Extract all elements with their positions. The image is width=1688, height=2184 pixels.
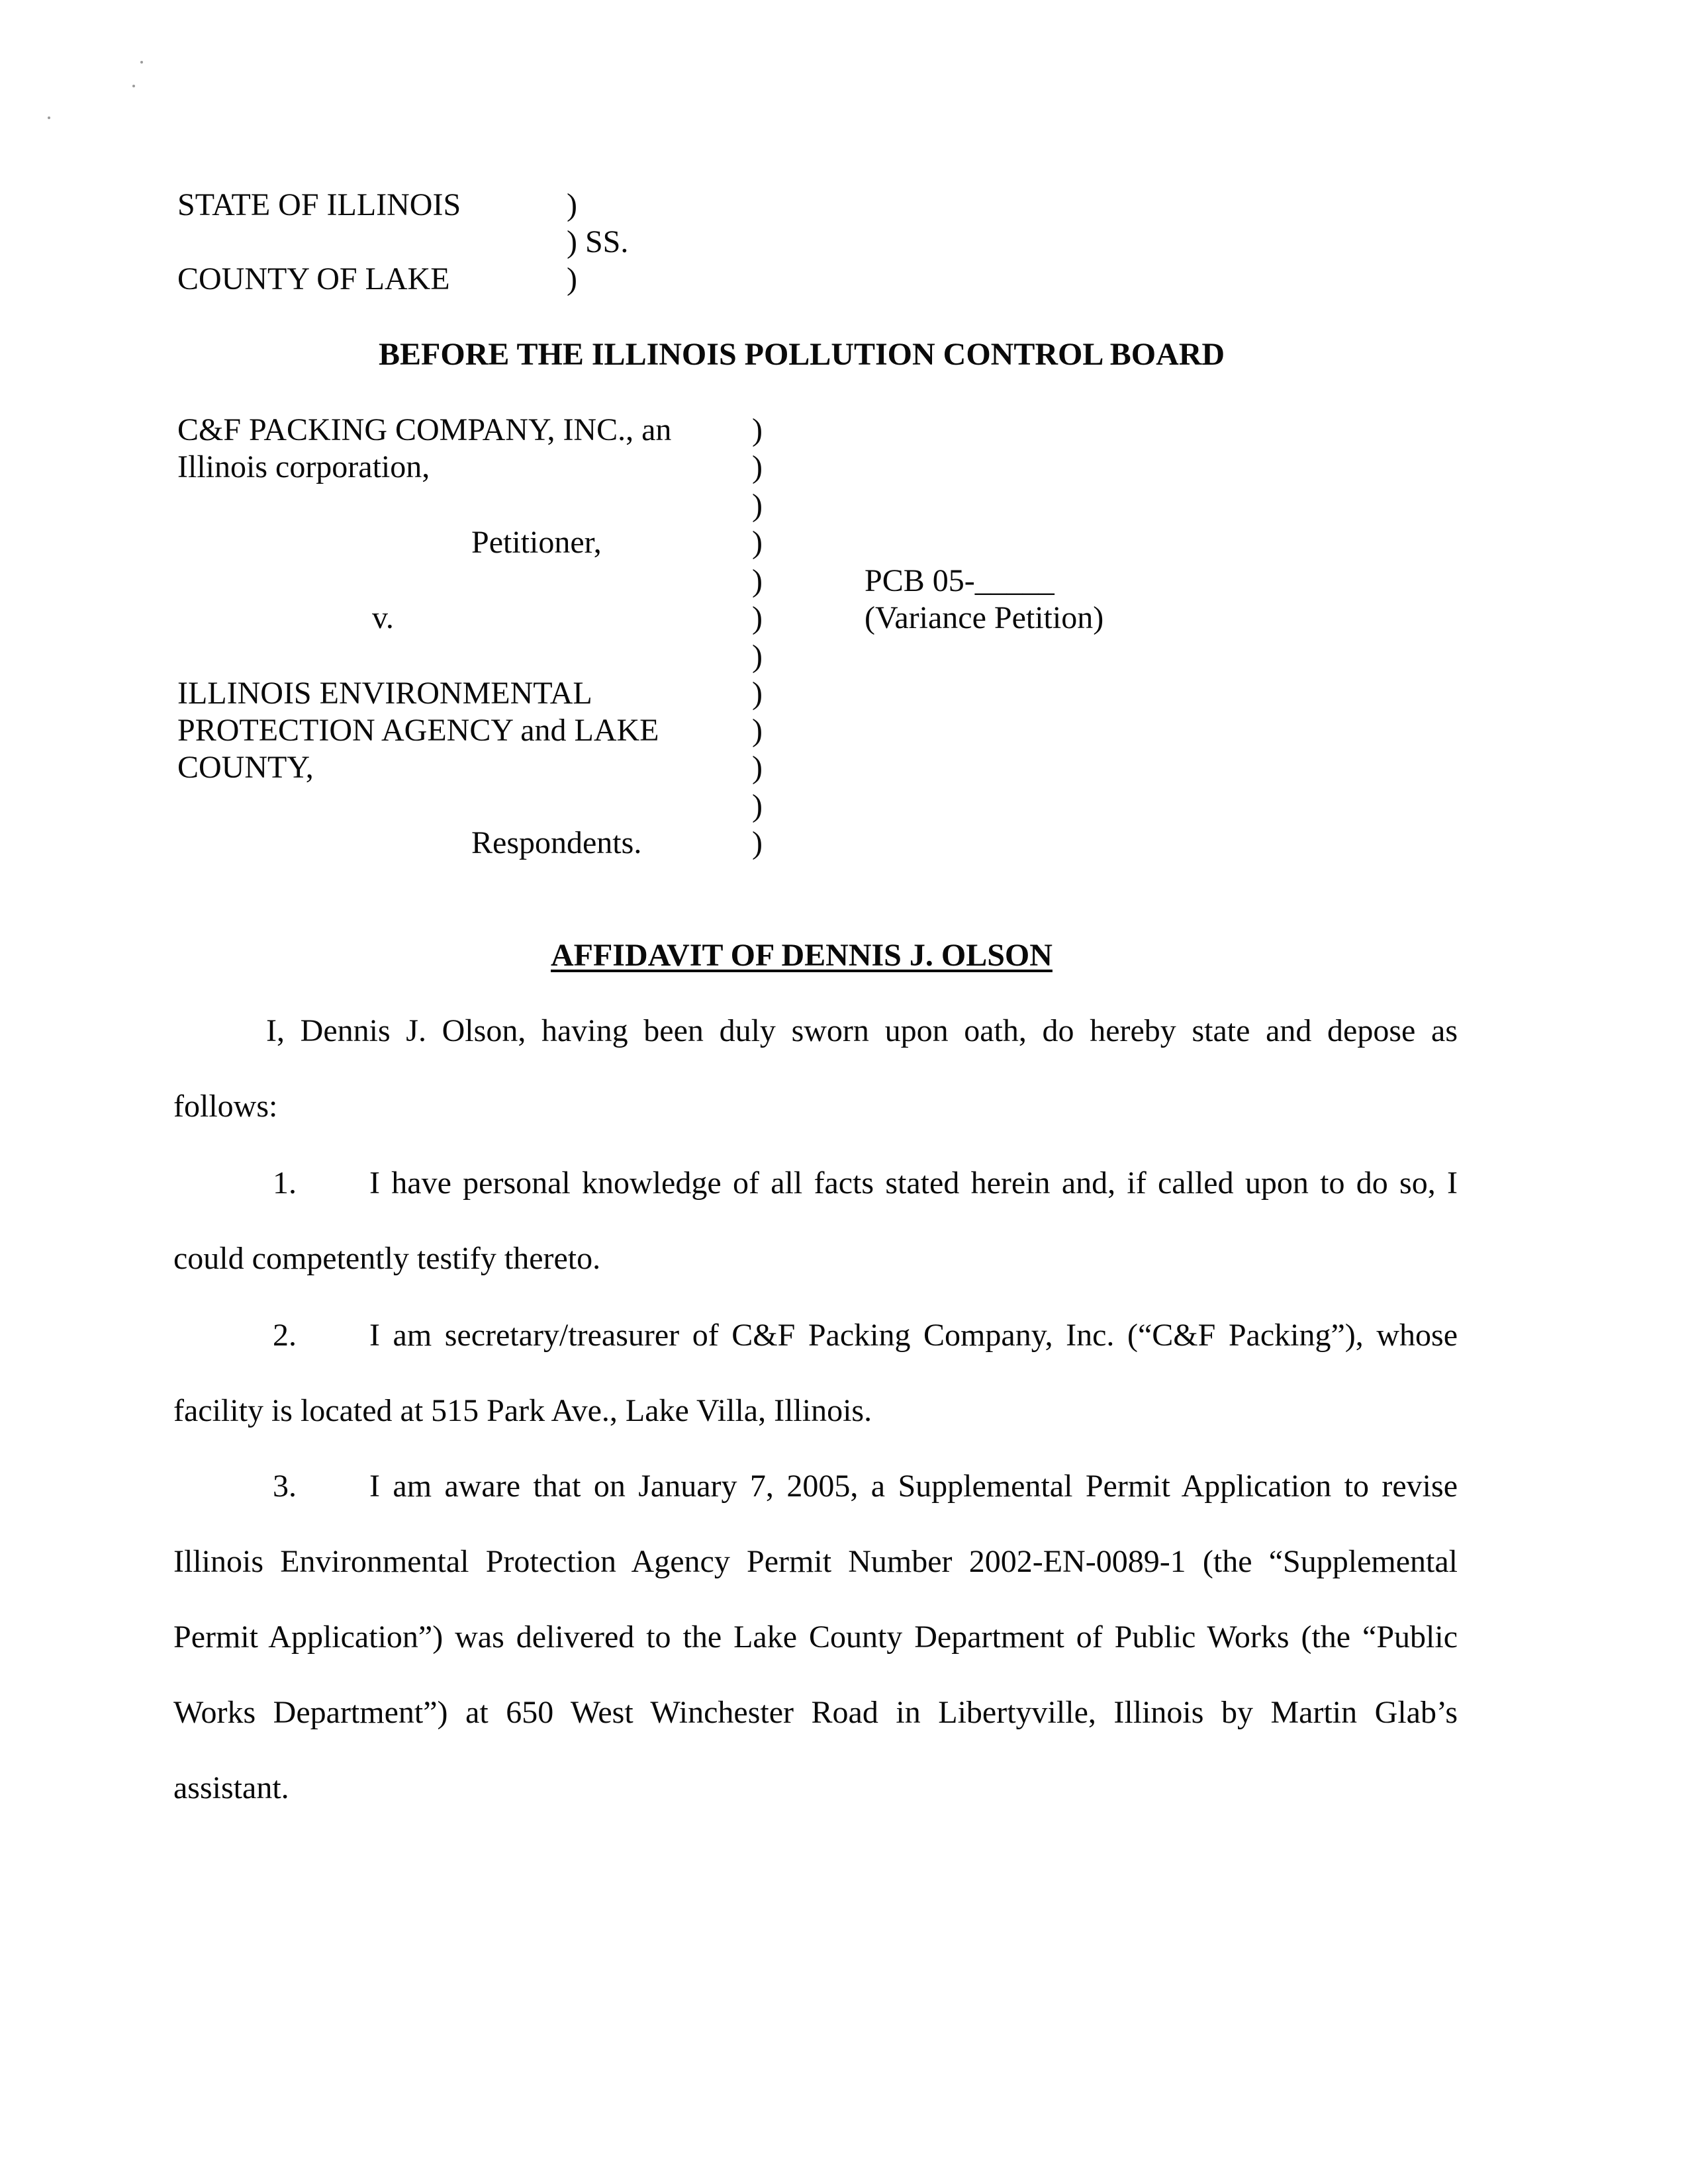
p3-line5: assistant.	[173, 1770, 289, 1805]
paragraph-number: 1.	[273, 1165, 297, 1201]
versus: v.	[372, 600, 394, 635]
caption-paren: )	[752, 788, 763, 823]
scan-speck	[132, 85, 135, 87]
p3-line3: Permit Application”) was delivered to the Lake County Department of Public Works (the “Public	[173, 1619, 1458, 1655]
affidavit-title: AFFIDAVIT OF DENNIS J. OLSON	[551, 938, 1053, 973]
venue-ss: ) SS.	[567, 224, 629, 259]
p1-line1: I have personal knowledge of all facts stated herein and, if called upon to do so, I	[369, 1165, 1458, 1201]
p3-line4: Works Department”) at 650 West Winchester Road in Libertyville, Illinois by Martin Glab’s	[173, 1695, 1458, 1730]
caption-paren: )	[752, 825, 763, 860]
caption-paren: )	[752, 563, 763, 598]
caption-paren: )	[752, 488, 763, 523]
paragraph-number: 2.	[273, 1318, 297, 1353]
respondent-line1: ILLINOIS ENVIRONMENTAL	[177, 676, 592, 711]
p3-line2: Illinois Environmental Protection Agency Permit Number 2002-EN-0089-1 (the “Supplemental	[173, 1544, 1458, 1579]
respondent-line2: PROTECTION AGENCY and LAKE	[177, 713, 659, 748]
petitioner-line2: Illinois corporation,	[177, 449, 430, 484]
petitioner-role: Petitioner,	[471, 525, 602, 560]
p3-line1: I am aware that on January 7, 2005, a Supplemental Permit Application to revise	[369, 1469, 1458, 1504]
caption-paren: )	[752, 676, 763, 711]
intro-line1: I, Dennis J. Olson, having been duly sworn upon oath, do hereby state and depose as	[266, 1013, 1458, 1048]
p1-line2: could competently testify thereto.	[173, 1241, 601, 1276]
petitioner-line1: C&F PACKING COMPANY, INC., an	[177, 412, 672, 447]
caption-paren: )	[752, 600, 763, 635]
p2-line2: facility is located at 515 Park Ave., Lake Villa, Illinois.	[173, 1393, 872, 1428]
venue-paren: )	[567, 261, 577, 296]
venue-county: COUNTY OF LAKE	[177, 261, 450, 296]
caption-paren: )	[752, 713, 763, 748]
venue-paren: )	[567, 187, 577, 222]
paragraph-number: 3.	[273, 1469, 297, 1504]
respondent-role: Respondents.	[471, 825, 642, 860]
scan-speck	[140, 61, 143, 64]
intro-line2: follows:	[173, 1089, 278, 1124]
caption-paren: )	[752, 412, 763, 447]
caption-paren: )	[752, 525, 763, 560]
case-type: (Variance Petition)	[865, 600, 1104, 635]
scan-speck	[48, 116, 50, 119]
respondent-line3: COUNTY,	[177, 750, 314, 785]
p2-line1: I am secretary/treasurer of C&F Packing Company, Inc. (“C&F Packing”), whose	[369, 1318, 1458, 1353]
board-heading: BEFORE THE ILLINOIS POLLUTION CONTROL BOARD	[379, 337, 1225, 372]
case-number: PCB 05-_____	[865, 563, 1055, 598]
caption-paren: )	[752, 449, 763, 484]
venue-state: STATE OF ILLINOIS	[177, 187, 461, 222]
caption-paren: )	[752, 639, 763, 674]
caption-paren: )	[752, 750, 763, 785]
